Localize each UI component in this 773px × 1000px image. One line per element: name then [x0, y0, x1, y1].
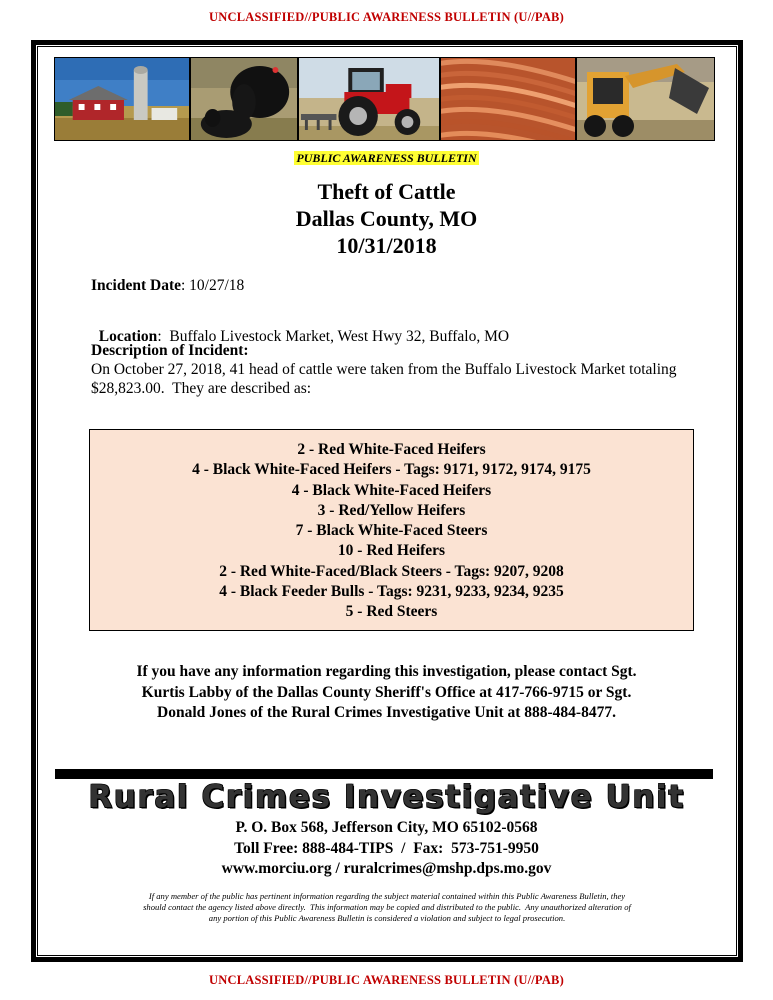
disclaimer-line-2: should contact the agency listed above directly. This information may be copied and distributed to the public. Any unauthorized alteration of	[143, 901, 631, 912]
skid-steer-loader-image	[577, 58, 714, 140]
list-item: 10 - Red Heifers	[337, 542, 446, 560]
cattle-list-box	[89, 429, 694, 631]
contact-line-2: Kurtis Labby of the Dallas County Sheriff's Office at 417-766-9715 or Sgt.	[141, 683, 632, 701]
section-divider	[55, 769, 713, 779]
description-text: On October 27, 2018, 41 head of cattle were taken from the Buffalo Livestock Market totaling $28,823.00. They are described as:	[91, 361, 681, 397]
list-item: 2 - Red White-Faced Heifers	[297, 441, 486, 458]
photo-banner	[54, 57, 715, 141]
list-item: 4 - Black White-Faced Heifers	[291, 481, 492, 499]
classification-footer: UNCLASSIFIED//PUBLIC AWARENESS BULLETIN (U//PAB)	[209, 973, 564, 987]
contact-line-3: Donald Jones of the Rural Crimes Investigative Unit at 888-484-8477.	[157, 704, 616, 721]
list-item: 7 - Black White-Faced Steers	[295, 522, 488, 540]
location-label: Location	[98, 328, 158, 345]
location-value: : Buffalo Livestock Market, West Hwy 32, Buffalo, MO	[157, 328, 510, 345]
web-email: www.morciu.org / ruralcrimes@mshp.dps.mo.gov	[221, 860, 552, 877]
list-item: 3 - Red/Yellow Heifers	[317, 501, 466, 519]
cattle-list	[90, 430, 693, 623]
list-item: 4 - Black White-Faced Heifers - Tags: 9171, 9172, 9174, 9175	[192, 461, 591, 479]
cow-with-calf-image	[191, 58, 299, 140]
contact-info	[95, 662, 678, 724]
contact-line-1: If you have any information regarding this investigation, please contact Sgt.	[136, 663, 637, 680]
list-item: 5 - Red Steers	[345, 603, 438, 621]
bulletin-title	[0, 178, 773, 259]
bulletin-tag	[0, 149, 773, 167]
disclaimer-line-1: If any member of the public has pertinent information regarding the subject material contained within this Public Awareness Bulletin, they	[148, 891, 626, 901]
incident-date-value: : 10/27/18	[180, 277, 245, 294]
title-line-2: Dallas County, MO	[295, 206, 478, 231]
list-item: 4 - Black Feeder Bulls - Tags: 9231, 9233, 9234, 9235	[219, 583, 564, 601]
incident-date	[91, 276, 244, 295]
unit-name-logo: Rural Crimes Investigative Unit	[88, 779, 685, 815]
list-item: 2 - Red White-Faced/Black Steers - Tags: 9207, 9208	[219, 562, 564, 580]
phone-fax: Toll Free: 888-484-TIPS / Fax: 573-751-9950	[234, 839, 539, 857]
classification-header: UNCLASSIFIED//PUBLIC AWARENESS BULLETIN (U//PAB)	[209, 10, 564, 24]
disclaimer-line-3: any portion of this Public Awareness Bulletin is considered a violation and subject to legal prosecution.	[208, 912, 566, 923]
incident-date-label: Incident Date	[91, 277, 181, 294]
disclaimer	[92, 891, 682, 923]
title-line-1: Theft of Cattle	[317, 179, 456, 204]
farm-barn-silo-image	[55, 58, 191, 140]
po-box: P. O. Box 568, Jefferson City, MO 65102-0568	[235, 819, 538, 836]
title-line-3: 10/31/2018	[336, 233, 437, 258]
unit-address	[0, 818, 773, 880]
description-label	[91, 341, 249, 360]
copper-wire-coils-image	[441, 58, 577, 140]
red-tractor-image	[299, 58, 441, 140]
description-label-text: Description of Incident:	[91, 342, 249, 359]
bulletin-tag-label: PUBLIC AWARENESS BULLETIN	[296, 151, 477, 165]
